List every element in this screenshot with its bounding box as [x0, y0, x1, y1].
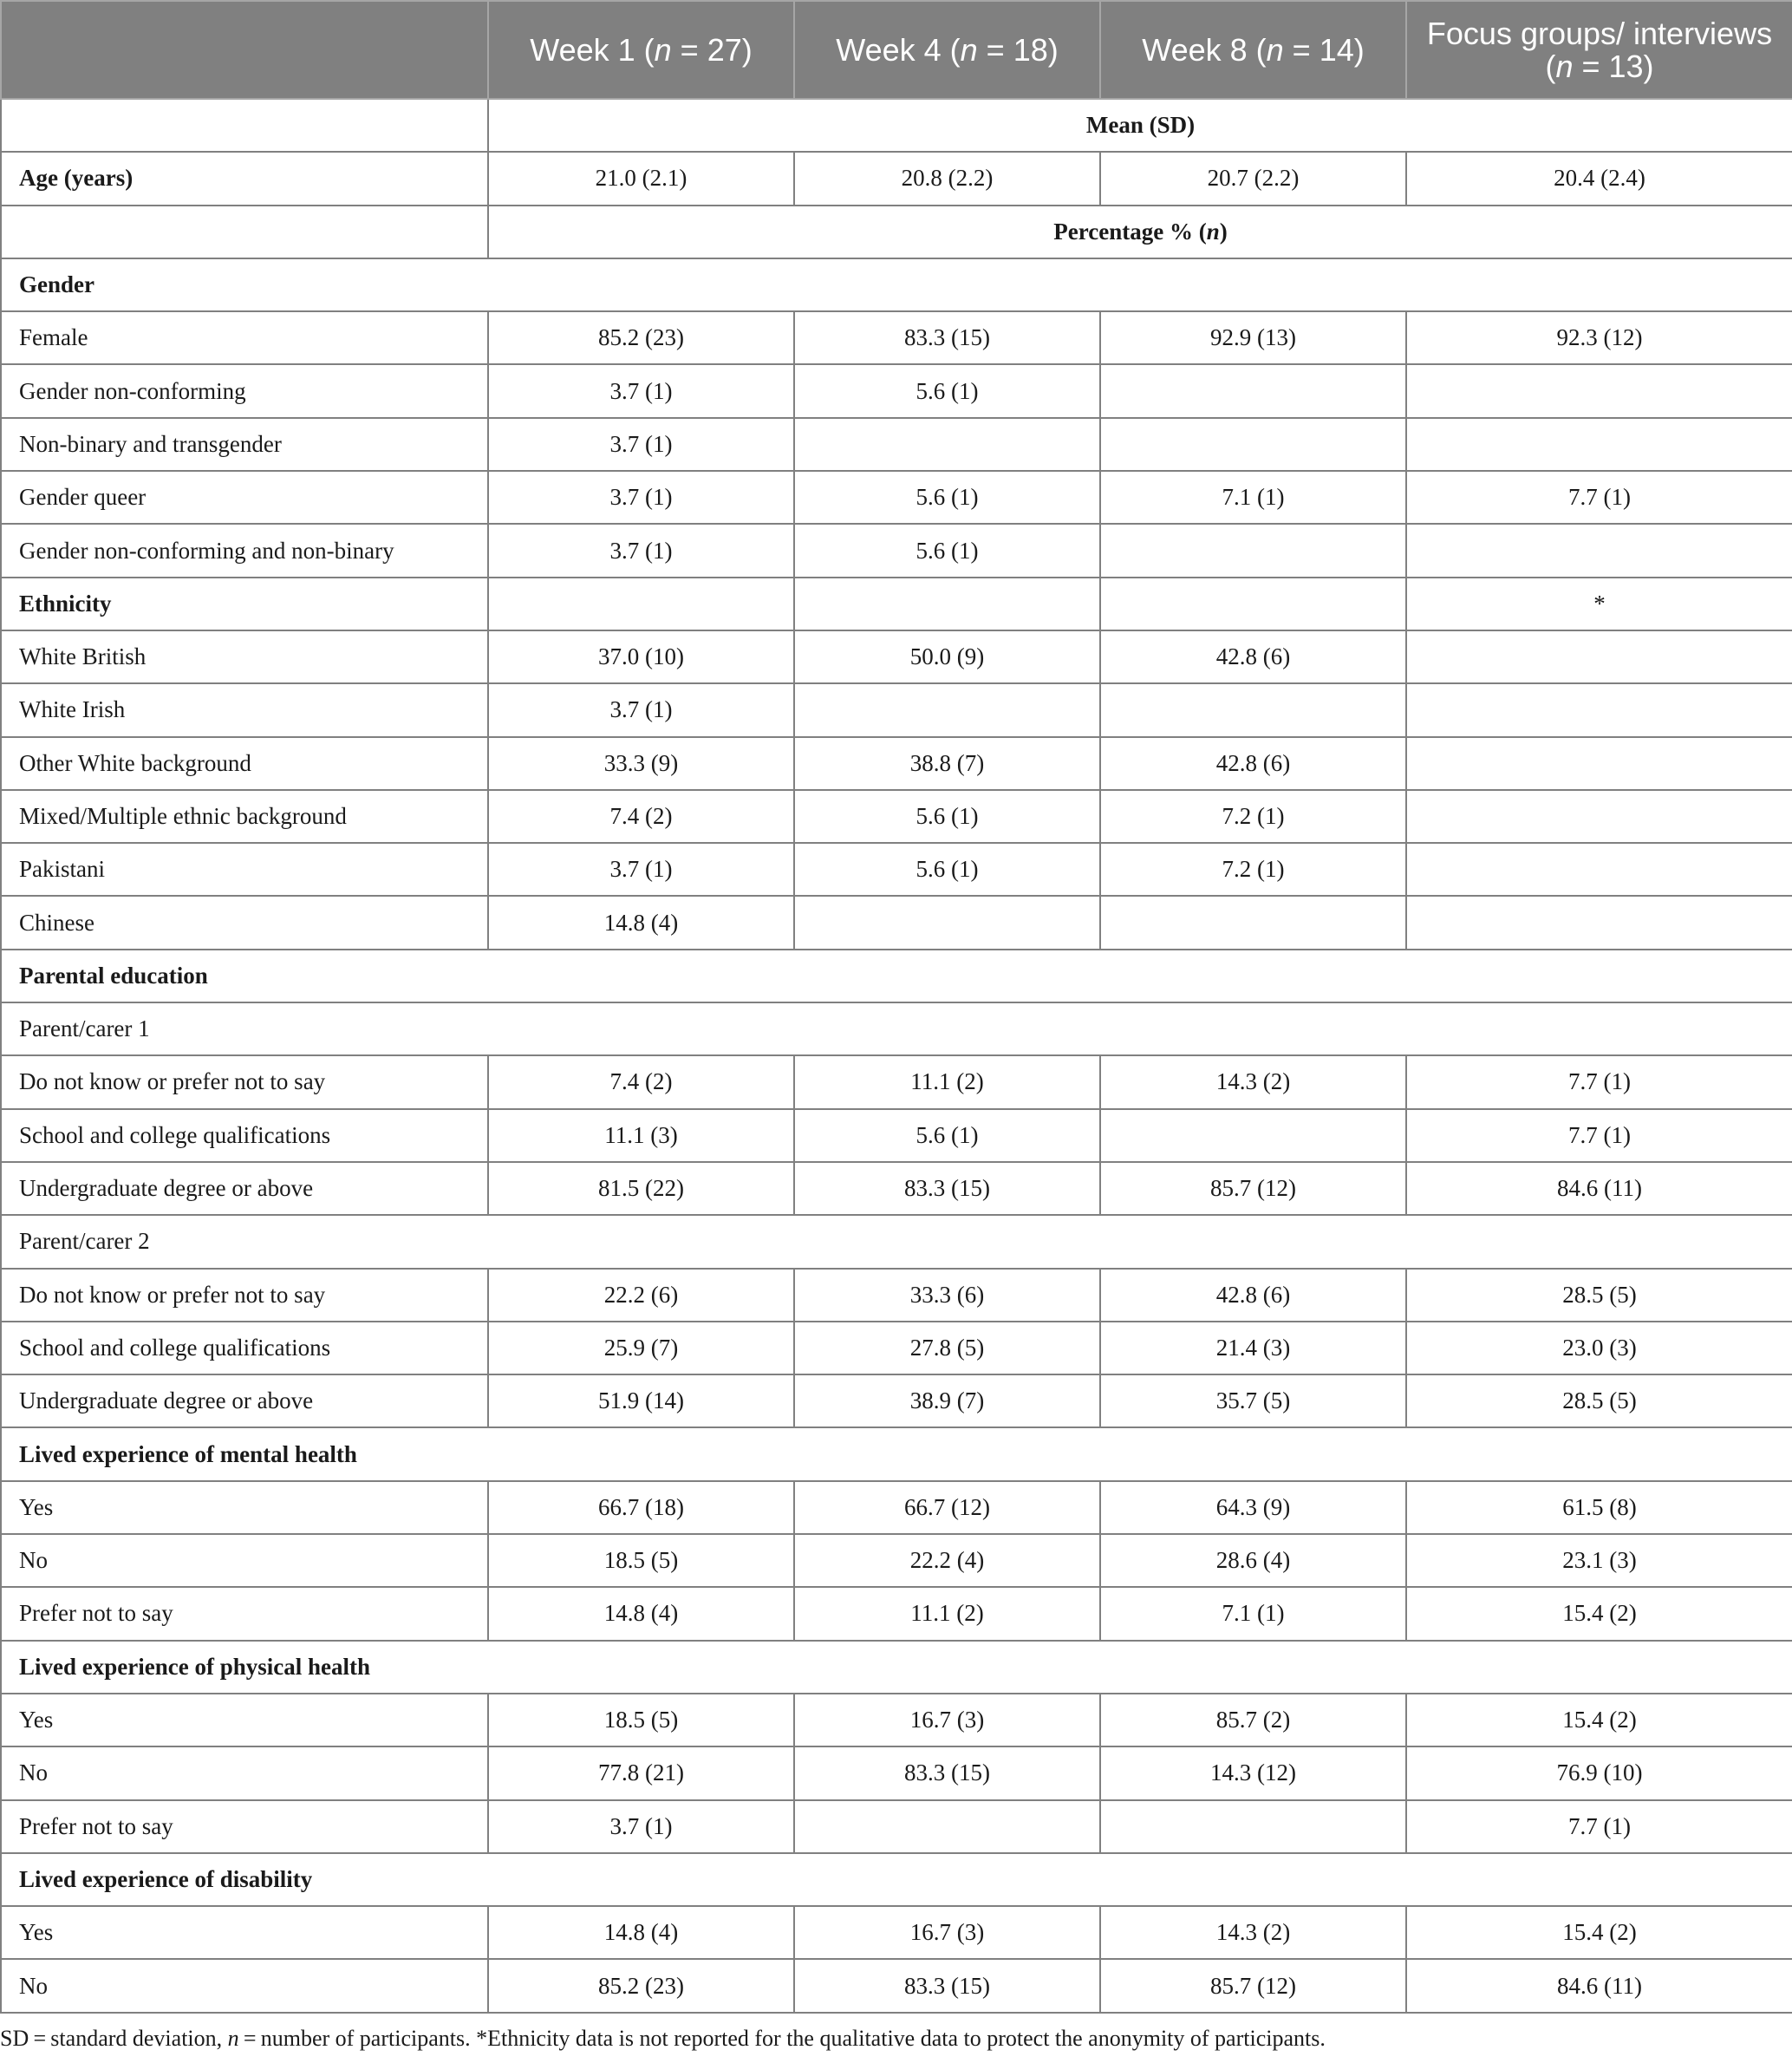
cell-week4: 50.0 (9)	[794, 630, 1100, 683]
cell-week1: 11.1 (3)	[488, 1109, 794, 1162]
row-label: Yes	[1, 1906, 488, 1959]
header-week1: Week 1 (n = 27)	[488, 1, 794, 99]
cell-focus	[1406, 737, 1792, 790]
cell-focus	[1406, 524, 1792, 577]
cell-focus: 7.7 (1)	[1406, 1055, 1792, 1108]
cell-week4: 38.8 (7)	[794, 737, 1100, 790]
cell-focus: 7.7 (1)	[1406, 471, 1792, 524]
cell-week8: 64.3 (9)	[1100, 1481, 1406, 1534]
table-row	[1, 1481, 1792, 1534]
row-label: Other White background	[1, 737, 488, 790]
row-label: Chinese	[1, 896, 488, 949]
table-row	[1, 843, 1792, 896]
cell-week8: 85.7 (12)	[1100, 1162, 1406, 1215]
row-label: Yes	[1, 1481, 488, 1534]
cell-focus	[1406, 364, 1792, 417]
table-row	[1, 1055, 1792, 1108]
table-row	[1, 524, 1792, 577]
cell-focus: 15.4 (2)	[1406, 1694, 1792, 1746]
cell-week4: 27.8 (5)	[794, 1322, 1100, 1374]
subheader-row-percentage	[1, 206, 1792, 258]
cell-week4	[794, 1800, 1100, 1853]
cell-week8	[1100, 524, 1406, 577]
subheader-percentage: Percentage % (n)	[488, 206, 1792, 258]
subheader-row-mean	[1, 99, 1792, 152]
row-label: Prefer not to say	[1, 1800, 488, 1853]
cell-week8	[1100, 578, 1406, 630]
row-label: Non-binary and transgender	[1, 418, 488, 471]
cell-focus: *	[1406, 578, 1792, 630]
subsection-label: Parent/carer 2	[1, 1215, 1792, 1268]
cell-week8: 14.3 (12)	[1100, 1746, 1406, 1799]
cell-week8: 28.6 (4)	[1100, 1534, 1406, 1587]
cell-week4: 22.2 (4)	[794, 1534, 1100, 1587]
row-label: Age (years)	[1, 152, 488, 205]
cell-week8	[1100, 896, 1406, 949]
section-row	[1, 950, 1792, 1002]
cell-week4: 83.3 (15)	[794, 1746, 1100, 1799]
cell-week4: 33.3 (6)	[794, 1269, 1100, 1322]
row-label: Do not know or prefer not to say	[1, 1269, 488, 1322]
table-row	[1, 471, 1792, 524]
cell-week4: 5.6 (1)	[794, 364, 1100, 417]
row-label: School and college qualifications	[1, 1109, 488, 1162]
cell-week4: 11.1 (2)	[794, 1055, 1100, 1108]
cell-focus: 23.1 (3)	[1406, 1534, 1792, 1587]
cell-focus: 7.7 (1)	[1406, 1800, 1792, 1853]
header-week4: Week 4 (n = 18)	[794, 1, 1100, 99]
cell-week1: 14.8 (4)	[488, 1587, 794, 1640]
row-label: Undergraduate degree or above	[1, 1374, 488, 1427]
cell-week8: 35.7 (5)	[1100, 1374, 1406, 1427]
cell-week1: 14.8 (4)	[488, 1906, 794, 1959]
cell-focus: 7.7 (1)	[1406, 1109, 1792, 1162]
cell-week4	[794, 578, 1100, 630]
cell-focus: 84.6 (11)	[1406, 1162, 1792, 1215]
cell-week1: 37.0 (10)	[488, 630, 794, 683]
row-label: No	[1, 1746, 488, 1799]
cell-week4: 16.7 (3)	[794, 1906, 1100, 1959]
subheader-blank	[1, 99, 488, 152]
row-label: No	[1, 1534, 488, 1587]
cell-week1: 85.2 (23)	[488, 311, 794, 364]
cell-week1: 33.3 (9)	[488, 737, 794, 790]
row-label: White Irish	[1, 683, 488, 736]
table-row	[1, 1587, 1792, 1640]
cell-week8: 14.3 (2)	[1100, 1906, 1406, 1959]
cell-week4: 38.9 (7)	[794, 1374, 1100, 1427]
cell-focus: 15.4 (2)	[1406, 1587, 1792, 1640]
table-row	[1, 1322, 1792, 1374]
cell-focus	[1406, 843, 1792, 896]
table-row	[1, 578, 1792, 630]
table-row	[1, 1374, 1792, 1427]
cell-week1: 7.4 (2)	[488, 790, 794, 843]
cell-week8	[1100, 418, 1406, 471]
row-label: Gender non-conforming and non-binary	[1, 524, 488, 577]
cell-week4: 83.3 (15)	[794, 1959, 1100, 2012]
row-label: School and college qualifications	[1, 1322, 488, 1374]
section-row	[1, 258, 1792, 311]
row-label: Pakistani	[1, 843, 488, 896]
cell-week8: 7.1 (1)	[1100, 471, 1406, 524]
cell-focus: 84.6 (11)	[1406, 1959, 1792, 2012]
cell-focus: 61.5 (8)	[1406, 1481, 1792, 1534]
cell-week1: 3.7 (1)	[488, 1800, 794, 1853]
row-label: White British	[1, 630, 488, 683]
cell-week4: 66.7 (12)	[794, 1481, 1100, 1534]
cell-focus: 20.4 (2.4)	[1406, 152, 1792, 205]
cell-week1: 7.4 (2)	[488, 1055, 794, 1108]
table-row	[1, 1109, 1792, 1162]
cell-week8: 7.2 (1)	[1100, 843, 1406, 896]
cell-focus: 23.0 (3)	[1406, 1322, 1792, 1374]
header-blank	[1, 1, 488, 99]
row-label: No	[1, 1959, 488, 2012]
table-row	[1, 737, 1792, 790]
row-label: Gender queer	[1, 471, 488, 524]
row-label: Mixed/Multiple ethnic background	[1, 790, 488, 843]
cell-focus: 28.5 (5)	[1406, 1374, 1792, 1427]
row-label: Gender non-conforming	[1, 364, 488, 417]
cell-week1: 3.7 (1)	[488, 364, 794, 417]
header-focus-groups: Focus groups/ interviews (n = 13)	[1406, 1, 1792, 99]
cell-week1: 3.7 (1)	[488, 683, 794, 736]
table-row	[1, 630, 1792, 683]
cell-week4	[794, 683, 1100, 736]
cell-week4: 5.6 (1)	[794, 471, 1100, 524]
table-row	[1, 1694, 1792, 1746]
section-label: Parental education	[1, 950, 1792, 1002]
row-label: Undergraduate degree or above	[1, 1162, 488, 1215]
section-label: Lived experience of physical health	[1, 1641, 1792, 1694]
cell-week4: 83.3 (15)	[794, 1162, 1100, 1215]
table-row	[1, 1906, 1792, 1959]
cell-focus: 28.5 (5)	[1406, 1269, 1792, 1322]
cell-week8: 42.8 (6)	[1100, 630, 1406, 683]
table-row	[1, 152, 1792, 205]
subsection-label: Parent/carer 1	[1, 1002, 1792, 1055]
table-row	[1, 1959, 1792, 2012]
cell-week1: 3.7 (1)	[488, 471, 794, 524]
cell-week8	[1100, 1109, 1406, 1162]
cell-week8	[1100, 683, 1406, 736]
section-label: Lived experience of mental health	[1, 1427, 1792, 1480]
cell-week1: 81.5 (22)	[488, 1162, 794, 1215]
cell-week8: 42.8 (6)	[1100, 1269, 1406, 1322]
row-label: Female	[1, 311, 488, 364]
cell-focus	[1406, 896, 1792, 949]
section-row	[1, 1641, 1792, 1694]
header-row	[1, 1, 1792, 99]
cell-week8: 92.9 (13)	[1100, 311, 1406, 364]
table-row	[1, 896, 1792, 949]
subsection-row	[1, 1215, 1792, 1268]
cell-week8: 42.8 (6)	[1100, 737, 1406, 790]
section-row	[1, 1427, 1792, 1480]
cell-week4	[794, 418, 1100, 471]
table-footnote: SD = standard deviation, n = number of participants. *Ethnicity data is not reported for the qualitative data to protect the anonymity of participants.	[0, 2026, 1326, 2051]
row-label: Do not know or prefer not to say	[1, 1055, 488, 1108]
cell-focus	[1406, 630, 1792, 683]
cell-week8: 20.7 (2.2)	[1100, 152, 1406, 205]
table-row	[1, 1269, 1792, 1322]
cell-week1: 25.9 (7)	[488, 1322, 794, 1374]
table-row	[1, 311, 1792, 364]
row-label: Prefer not to say	[1, 1587, 488, 1640]
cell-week4: 20.8 (2.2)	[794, 152, 1100, 205]
cell-week1: 14.8 (4)	[488, 896, 794, 949]
cell-week4: 16.7 (3)	[794, 1694, 1100, 1746]
cell-week4: 5.6 (1)	[794, 790, 1100, 843]
cell-focus: 15.4 (2)	[1406, 1906, 1792, 1959]
cell-week4: 5.6 (1)	[794, 843, 1100, 896]
section-label: Gender	[1, 258, 1792, 311]
subheader-blank	[1, 206, 488, 258]
cell-week1: 51.9 (14)	[488, 1374, 794, 1427]
cell-week4: 11.1 (2)	[794, 1587, 1100, 1640]
cell-week1: 85.2 (23)	[488, 1959, 794, 2012]
cell-week8: 14.3 (2)	[1100, 1055, 1406, 1108]
cell-week1: 22.2 (6)	[488, 1269, 794, 1322]
cell-week4: 83.3 (15)	[794, 311, 1100, 364]
cell-week8: 7.1 (1)	[1100, 1587, 1406, 1640]
table-row	[1, 790, 1792, 843]
cell-week4	[794, 896, 1100, 949]
subheader-mean-sd: Mean (SD)	[488, 99, 1792, 152]
cell-week1: 18.5 (5)	[488, 1534, 794, 1587]
table-row	[1, 683, 1792, 736]
cell-focus	[1406, 790, 1792, 843]
section-label: Lived experience of disability	[1, 1853, 1792, 1906]
header-week8: Week 8 (n = 14)	[1100, 1, 1406, 99]
cell-week8: 21.4 (3)	[1100, 1322, 1406, 1374]
cell-focus: 76.9 (10)	[1406, 1746, 1792, 1799]
cell-week8	[1100, 364, 1406, 417]
cell-week1: 77.8 (21)	[488, 1746, 794, 1799]
cell-week1: 21.0 (2.1)	[488, 152, 794, 205]
table-row	[1, 1746, 1792, 1799]
section-row	[1, 1853, 1792, 1906]
table-row	[1, 364, 1792, 417]
cell-focus	[1406, 683, 1792, 736]
table-row	[1, 1800, 1792, 1853]
table-row	[1, 1162, 1792, 1215]
cell-week1: 3.7 (1)	[488, 418, 794, 471]
cell-week1: 66.7 (18)	[488, 1481, 794, 1534]
cell-week8: 85.7 (2)	[1100, 1694, 1406, 1746]
subsection-row	[1, 1002, 1792, 1055]
cell-week8: 85.7 (12)	[1100, 1959, 1406, 2012]
cell-week1: 3.7 (1)	[488, 524, 794, 577]
row-label: Ethnicity	[1, 578, 488, 630]
cell-focus: 92.3 (12)	[1406, 311, 1792, 364]
cell-week1: 18.5 (5)	[488, 1694, 794, 1746]
table-row	[1, 418, 1792, 471]
cell-week4: 5.6 (1)	[794, 524, 1100, 577]
cell-week8	[1100, 1800, 1406, 1853]
cell-focus	[1406, 418, 1792, 471]
cell-week1: 3.7 (1)	[488, 843, 794, 896]
cell-week8: 7.2 (1)	[1100, 790, 1406, 843]
table-row	[1, 1534, 1792, 1587]
row-label: Yes	[1, 1694, 488, 1746]
cell-week1	[488, 578, 794, 630]
cell-week4: 5.6 (1)	[794, 1109, 1100, 1162]
